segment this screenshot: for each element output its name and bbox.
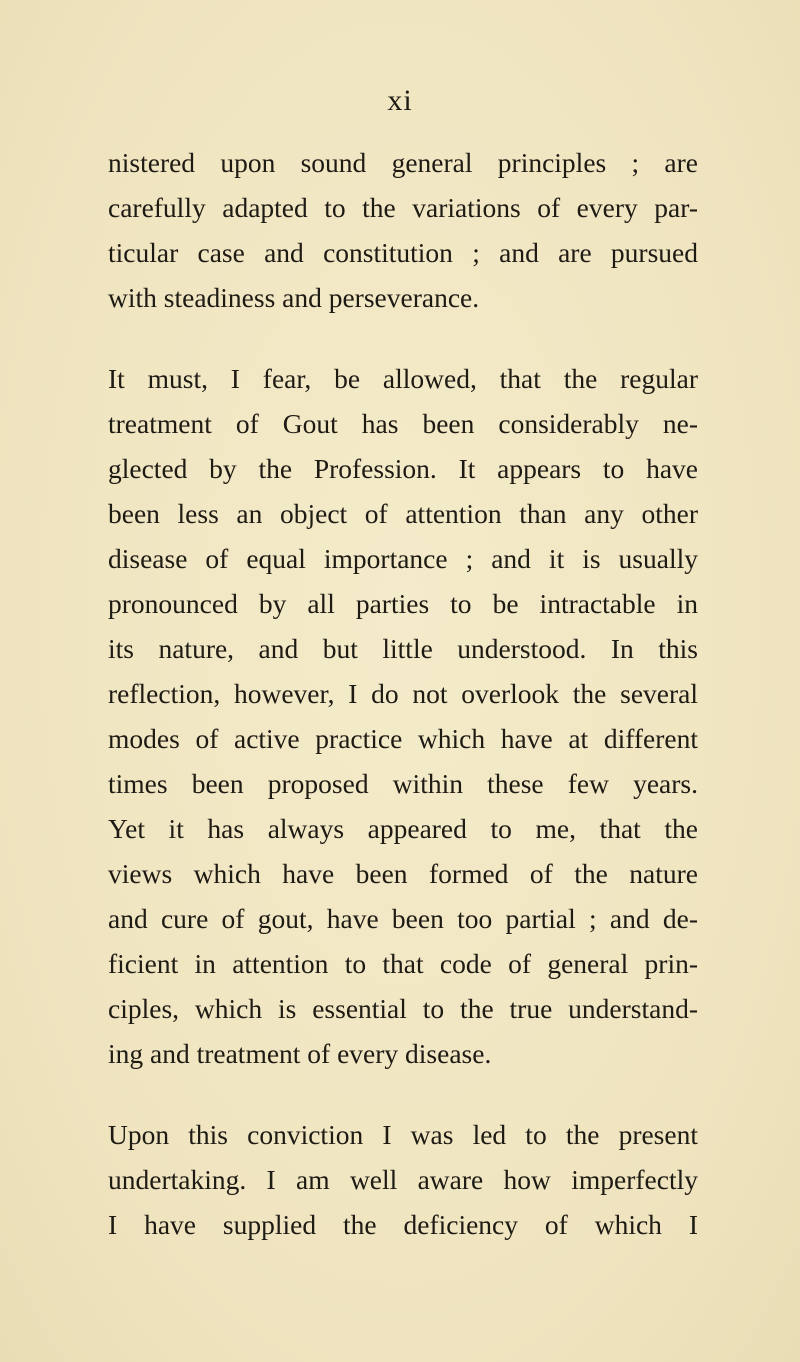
text-line: carefully adapted to the variations of every par- — [108, 192, 698, 223]
page-number: xi — [387, 84, 413, 117]
text-line: treatment of Gout has been considerably ne- — [108, 408, 698, 439]
paragraph-3 — [108, 1112, 698, 1247]
text-line: modes of active practice which have at different — [108, 723, 698, 754]
paragraph-1 — [108, 140, 698, 320]
text-line: times been proposed within these few years. — [108, 768, 698, 799]
text-line: ticular case and constitution ; and are pursued — [108, 237, 698, 268]
paragraph-gap — [108, 1076, 698, 1112]
text-line: reflection, however, I do not overlook the several — [108, 678, 698, 709]
text-line: glected by the Profession. It appears to have — [108, 453, 698, 484]
text-line: views which have been formed of the nature — [108, 858, 698, 889]
text-line: ficient in attention to that code of general prin- — [108, 948, 698, 979]
text-line: It must, I fear, be allowed, that the regular — [108, 363, 698, 394]
text-line: and cure of gout, have been too partial ; and de- — [108, 903, 698, 934]
text-line: disease of equal importance ; and it is usually — [108, 543, 698, 574]
text-line: its nature, and but little understood. In this — [108, 633, 698, 664]
text-line: Yet it has always appeared to me, that the — [108, 813, 698, 844]
text-line: nistered upon sound general principles ; are — [108, 147, 698, 178]
text-line: Upon this conviction I was led to the present — [108, 1119, 698, 1150]
text-line: undertaking. I am well aware how imperfectly — [108, 1164, 698, 1195]
text-line: been less an object of attention than any other — [108, 498, 698, 529]
text-line: ing and treatment of every disease. — [108, 1038, 492, 1069]
paragraph-gap — [108, 320, 698, 356]
text-line: ciples, which is essential to the true understand- — [108, 993, 698, 1024]
body-text — [108, 140, 698, 1247]
text-line: pronounced by all parties to be intractable in — [108, 588, 698, 619]
text-line: I have supplied the deficiency of which I — [108, 1209, 698, 1240]
paragraph-2 — [108, 356, 698, 1076]
text-line: with steadiness and perseverance. — [108, 282, 480, 313]
